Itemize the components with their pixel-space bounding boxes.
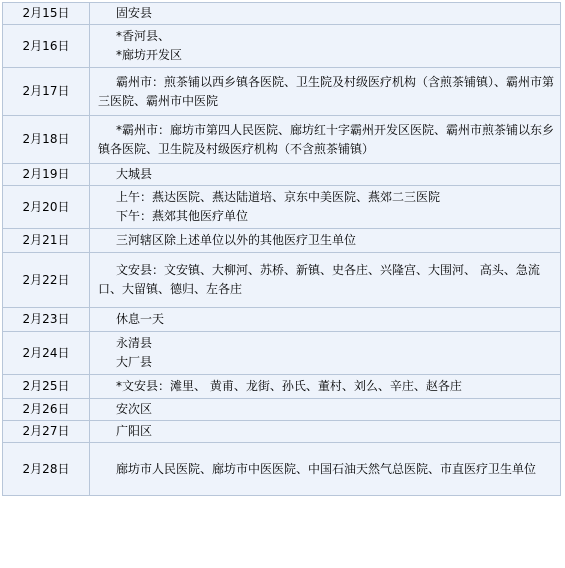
table-row bbox=[3, 332, 561, 375]
table-row bbox=[3, 399, 561, 421]
table-row bbox=[3, 421, 561, 443]
date-cell: 2月15日 bbox=[3, 3, 90, 25]
table-row bbox=[3, 229, 561, 253]
content-line: *廊坊开发区 bbox=[116, 48, 183, 62]
content-cell bbox=[90, 443, 561, 496]
content-line: *香河县、 bbox=[116, 29, 171, 43]
content-line: 安次区 bbox=[116, 402, 153, 416]
content-line: 大厂县 bbox=[116, 355, 153, 369]
content-paragraph: 文安县：文安镇、大柳河、苏桥、新镇、史各庄、兴隆宫、大围河、 高头、急流口、大留镇、德归、左各庄 bbox=[98, 263, 540, 296]
content-line: 上午：燕达医院、燕达陆道培、京东中美医院、燕郊二三医院 bbox=[116, 190, 441, 204]
date-cell: 2月23日 bbox=[3, 308, 90, 332]
content-line: 固安县 bbox=[116, 6, 153, 20]
date-cell: 2月20日 bbox=[3, 186, 90, 229]
table-row bbox=[3, 443, 561, 496]
table-row bbox=[3, 186, 561, 229]
schedule-container bbox=[2, 2, 561, 496]
content-cell bbox=[90, 68, 561, 116]
content-cell bbox=[90, 164, 561, 186]
content-cell bbox=[90, 116, 561, 164]
content-line: 三河辖区除上述单位以外的其他医疗卫生单位 bbox=[116, 233, 357, 247]
content-line: *文安县：滩里、 黄甫、龙街、孙氏、董村、刘么、辛庄、赵各庄 bbox=[116, 379, 462, 393]
date-cell: 2月21日 bbox=[3, 229, 90, 253]
content-cell bbox=[90, 25, 561, 68]
date-cell: 2月19日 bbox=[3, 164, 90, 186]
table-row bbox=[3, 308, 561, 332]
table-row bbox=[3, 164, 561, 186]
content-cell bbox=[90, 308, 561, 332]
table-row bbox=[3, 3, 561, 25]
date-cell: 2月26日 bbox=[3, 399, 90, 421]
content-cell bbox=[90, 3, 561, 25]
date-cell: 2月16日 bbox=[3, 25, 90, 68]
table-row bbox=[3, 253, 561, 308]
content-cell bbox=[90, 421, 561, 443]
date-cell: 2月27日 bbox=[3, 421, 90, 443]
table-row bbox=[3, 68, 561, 116]
date-cell: 2月25日 bbox=[3, 375, 90, 399]
content-paragraph: 霸州市：煎茶铺以西乡镇各医院、卫生院及村级医疗机构（含煎茶铺镇）、霸州市第三医院、霸州市中医院 bbox=[98, 74, 555, 108]
schedule-table-body bbox=[3, 3, 561, 496]
content-paragraph: 廊坊市人民医院、廊坊市中医医院、中国石油天然气总医院、市直医疗卫生单位 bbox=[116, 461, 537, 476]
date-cell: 2月22日 bbox=[3, 253, 90, 308]
table-row bbox=[3, 116, 561, 164]
date-cell: 2月18日 bbox=[3, 116, 90, 164]
date-cell: 2月24日 bbox=[3, 332, 90, 375]
table-row bbox=[3, 375, 561, 399]
content-line: 广阳区 bbox=[116, 424, 153, 438]
content-line: 休息一天 bbox=[116, 312, 165, 326]
content-cell bbox=[90, 399, 561, 421]
content-line: 大城县 bbox=[116, 167, 153, 181]
content-cell bbox=[90, 229, 561, 253]
content-cell bbox=[90, 186, 561, 229]
content-line: 下午：燕郊其他医疗单位 bbox=[116, 209, 249, 223]
content-cell bbox=[90, 375, 561, 399]
table-row bbox=[3, 25, 561, 68]
content-cell bbox=[90, 253, 561, 308]
content-paragraph: *霸州市：廊坊市第四人民医院、廊坊红十字霸州开发区医院、霸州市煎茶铺以东乡镇各医院、卫生院及村级医疗机构（不含煎茶铺镇） bbox=[98, 122, 555, 156]
date-cell: 2月17日 bbox=[3, 68, 90, 116]
content-line: 永清县 bbox=[116, 336, 153, 350]
schedule-table bbox=[2, 2, 561, 496]
date-cell: 2月28日 bbox=[3, 443, 90, 496]
content-cell bbox=[90, 332, 561, 375]
